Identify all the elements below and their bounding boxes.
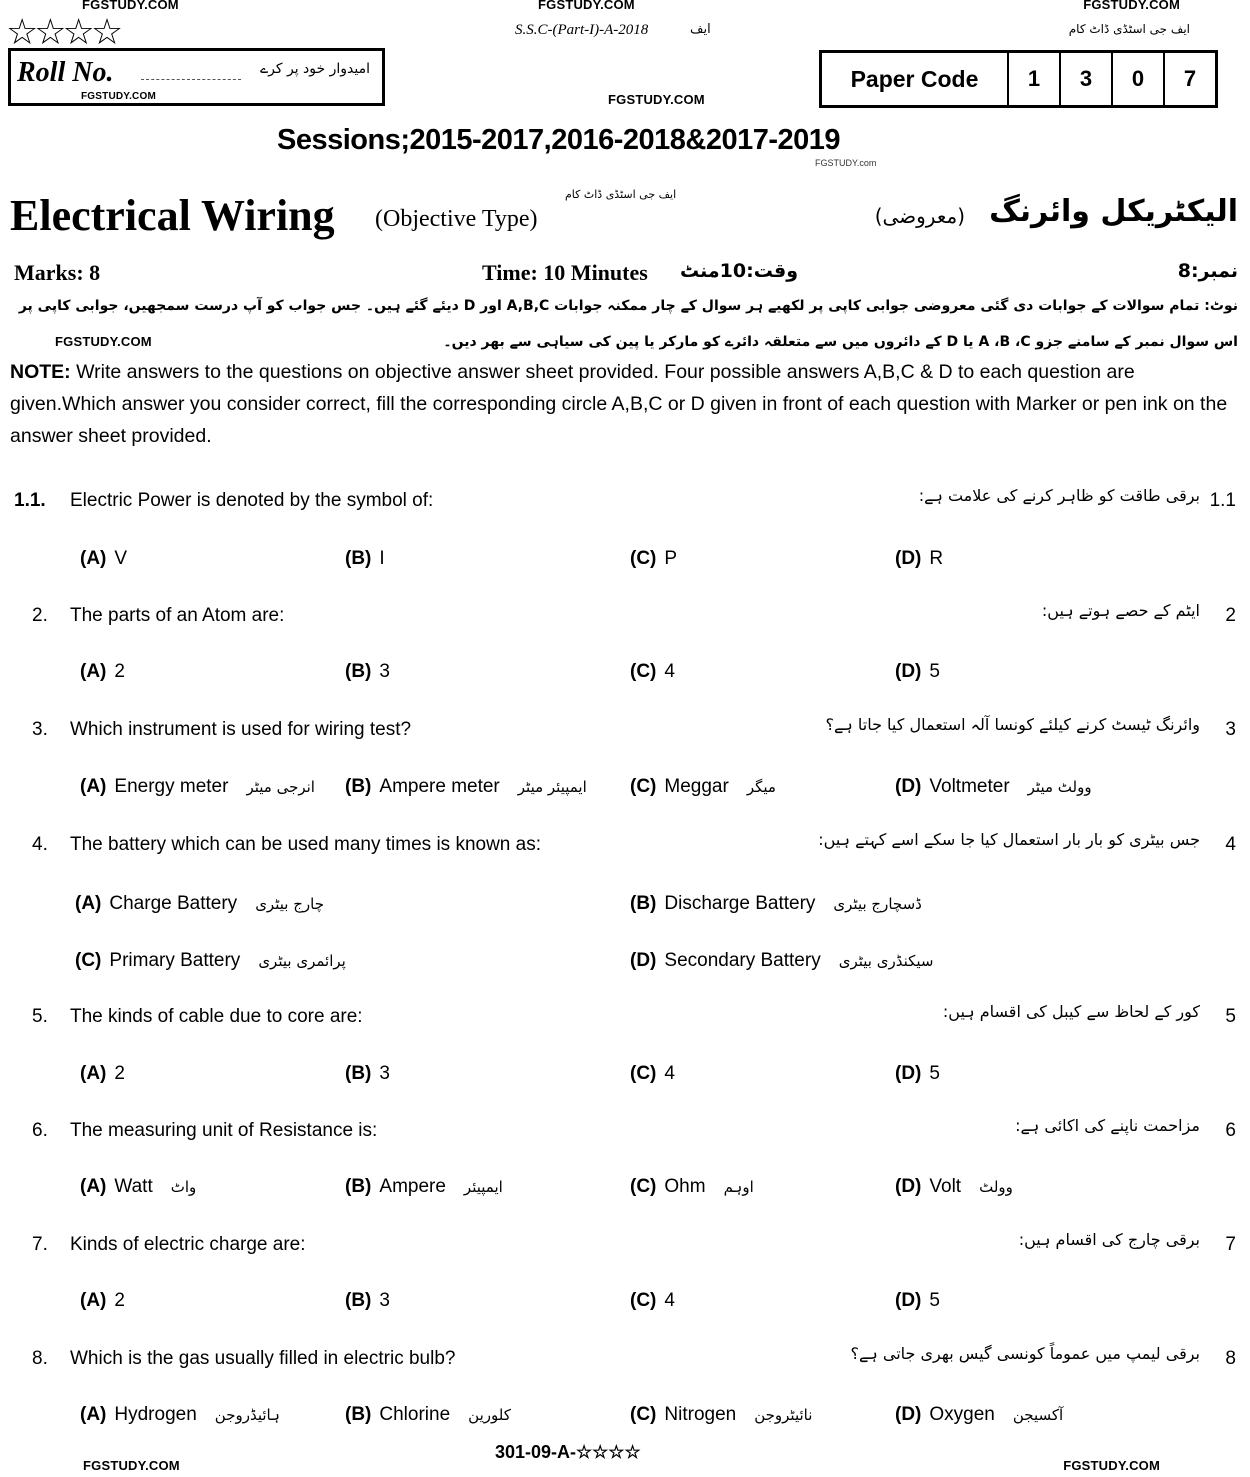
option-text-urdu: ڈسچارج بیٹری [833, 895, 922, 913]
question-text: Which instrument is used for wiring test? [70, 719, 412, 740]
option-text: 5 [929, 1063, 940, 1084]
question-text: The kinds of cable due to core are: [70, 1006, 363, 1027]
option-label: (B) [345, 1290, 372, 1311]
answer-option[interactable] [345, 1290, 390, 1312]
answer-option[interactable] [630, 1063, 675, 1085]
option-text: Nitrogen [664, 1404, 737, 1425]
option-text-urdu: میگر [746, 778, 776, 796]
question-number: 5. [32, 1006, 48, 1027]
option-label: (A) [80, 1404, 107, 1425]
option-label: (A) [80, 1063, 107, 1084]
option-text-urdu: سیکنڈری بیٹری [838, 952, 934, 970]
marks: Marks: 8 [14, 260, 101, 285]
question-text: Kinds of electric charge are: [70, 1234, 306, 1255]
option-text: 3 [379, 661, 390, 682]
option-label: (D) [895, 1176, 922, 1197]
answer-option[interactable] [75, 950, 346, 972]
sessions: Sessions;2015-2017,2016-2018&2017-2019 [277, 124, 841, 156]
option-text: 4 [664, 1063, 675, 1084]
question-text-urdu: برقی چارج کی اقسام ہیں: [1018, 1230, 1200, 1249]
paper-code-digit: 0 [1111, 53, 1163, 105]
option-label: (B) [345, 661, 372, 682]
option-label: (D) [895, 1063, 922, 1084]
option-label: (C) [630, 661, 657, 682]
question-number: 1.1. [14, 490, 46, 511]
answer-option[interactable] [80, 661, 125, 683]
answer-option[interactable] [895, 661, 940, 683]
watermark: FGSTUDY.COM [81, 91, 156, 102]
option-text: V [114, 548, 128, 569]
answer-option[interactable] [75, 893, 324, 915]
option-text: 2 [114, 661, 125, 682]
option-text-urdu: کلورین [468, 1406, 511, 1424]
option-text: 3 [379, 1290, 390, 1311]
option-label: (A) [75, 893, 102, 914]
note-label: NOTE: [10, 361, 71, 383]
option-text-urdu: چارج بیٹری [255, 895, 324, 913]
option-label: (C) [630, 1290, 657, 1311]
answer-option[interactable] [80, 1290, 125, 1312]
option-text-urdu: اوہم [723, 1178, 754, 1196]
answer-option[interactable] [345, 661, 390, 683]
page-subtitle: (Objective Type) [375, 206, 538, 232]
question-text-urdu: برقی طاقت کو ظاہر کرنے کی علامت ہے: [918, 486, 1200, 505]
option-text: R [929, 548, 944, 569]
note [10, 356, 1240, 452]
watermark: FGSTUDY.com [815, 158, 877, 168]
answer-option[interactable] [80, 1063, 125, 1085]
option-text: Primary Battery [109, 950, 241, 971]
question-number-urdu: 5 [1225, 1006, 1236, 1027]
option-label: (C) [630, 776, 657, 797]
question-text: The parts of an Atom are: [70, 605, 285, 626]
question-number-urdu: 2 [1225, 605, 1236, 626]
stars-icon: ☆☆☆☆ [6, 11, 120, 52]
option-label: (D) [895, 1290, 922, 1311]
option-text: Voltmeter [929, 776, 1010, 797]
option-text: Secondary Battery [664, 950, 821, 971]
option-text-urdu: ایمپیئر [463, 1178, 503, 1196]
option-text: Meggar [664, 776, 729, 797]
option-label: (B) [630, 893, 657, 914]
option-label: (A) [80, 548, 107, 569]
question-text: Which is the gas usually filled in electric bulb? [70, 1348, 456, 1369]
time-urdu: وقت:10منٹ [680, 260, 799, 282]
paper-code-label: Paper Code [850, 65, 979, 92]
option-label: (C) [630, 1176, 657, 1197]
answer-option[interactable] [630, 1290, 675, 1312]
option-text-urdu: پرائمری بیٹری [258, 952, 346, 970]
option-label: (B) [345, 1176, 372, 1197]
option-label: (A) [80, 1176, 107, 1197]
option-label: (C) [630, 548, 657, 569]
option-text: 5 [929, 661, 940, 682]
note-urdu-line: کے سامنے جزو A ،B ،C یا D کے دائروں میں سے متعلقہ دائرے کو مارکر یا پین کی سیاہی سے بھر دیں۔ [443, 334, 1131, 350]
question-number-urdu: 1.1 [1209, 490, 1236, 511]
watermark: FGSTUDY.COM [608, 92, 705, 107]
answer-option[interactable] [630, 548, 677, 570]
option-text: Watt [114, 1176, 153, 1197]
option-text-urdu: ہائیڈروجن [214, 1406, 280, 1424]
answer-option[interactable] [895, 1176, 1013, 1198]
option-label: (B) [345, 776, 372, 797]
option-text: 4 [664, 1290, 675, 1311]
option-text: 3 [379, 1063, 390, 1084]
question-text-urdu: برقی لیمپ میں عموماً کونسی گیس بھری جاتی ہے؟ [850, 1344, 1200, 1363]
question-number-urdu: 4 [1225, 834, 1236, 855]
page-title: Electrical Wiring [10, 191, 335, 240]
option-label: (D) [895, 661, 922, 682]
option-label: (C) [630, 1404, 657, 1425]
paper-code-digit: 3 [1059, 53, 1111, 105]
option-label: (A) [80, 661, 107, 682]
watermark: FGSTUDY.COM [1083, 0, 1180, 12]
watermark: FGSTUDY.COM [1063, 1458, 1160, 1473]
answer-option[interactable] [630, 950, 933, 972]
question-text: Electric Power is denoted by the symbol of: [70, 490, 434, 511]
answer-option[interactable] [345, 1404, 511, 1426]
option-text: Volt [929, 1176, 962, 1197]
answer-option[interactable] [895, 1063, 940, 1085]
footer-code: 301-09-A-☆☆☆☆ [495, 1442, 641, 1462]
option-label: (D) [630, 950, 657, 971]
question-text: The battery which can be used many times is known as: [70, 834, 542, 855]
answer-option[interactable] [345, 1063, 390, 1085]
answer-option[interactable] [80, 548, 127, 570]
question-number: 4. [32, 834, 48, 855]
question-text: The measuring unit of Resistance is: [70, 1120, 378, 1141]
option-label: (D) [895, 776, 922, 797]
option-text: 2 [114, 1063, 125, 1084]
question-number: 3. [32, 719, 48, 740]
question-text-urdu: کور کے لحاظ سے کیبل کی اقسام ہیں: [942, 1002, 1200, 1021]
option-label: (C) [75, 950, 102, 971]
page-subtitle-urdu: (معروضی) [874, 204, 965, 228]
note-urdu-line: نوٹ: تمام سوالات کے جوابات دی گئی معروضی جوابی کاپی پر لکھیے ہر سوال کے چار ممکنہ جوابات A,B,C اور D دیئے گئے ہیں۔ جس جواب کو آپ درست سمجھیں، جوابی کاپی پر اس سوال نمبر [18, 298, 1238, 350]
question-number-urdu: 8 [1225, 1348, 1236, 1369]
note-text: Write answers to the questions on objective answer sheet provided. Four possible answers A,B,C & D to each question are given.Which answer you consider correct, fill the corresponding circle A,B,C or D given in front of each question with Marker or pen ink on the answer sheet provided. [10, 361, 1228, 447]
option-text: I [379, 548, 385, 569]
option-text: Ampere [379, 1176, 446, 1197]
answer-option[interactable] [630, 893, 922, 915]
option-text-urdu: نائیٹروجن [754, 1406, 813, 1424]
question-number: 7. [32, 1234, 48, 1255]
option-text-urdu: انرجی میٹر [246, 778, 315, 796]
option-text: Discharge Battery [664, 893, 816, 914]
paper-code-digit: 1 [1007, 53, 1059, 105]
question-number-urdu: 6 [1225, 1120, 1236, 1141]
option-label: (B) [345, 1063, 372, 1084]
option-text: Energy meter [114, 776, 229, 797]
question-text-urdu: مزاحمت ناپنے کی اکائی ہے: [1015, 1116, 1200, 1135]
watermark: FGSTUDY.COM [538, 0, 635, 12]
answer-option[interactable] [630, 1404, 812, 1426]
option-text: Oxygen [929, 1404, 995, 1425]
answer-option[interactable] [630, 661, 675, 683]
option-text: Charge Battery [109, 893, 238, 914]
paper-code-box [819, 50, 1218, 108]
option-text-urdu: واٹ [170, 1178, 197, 1196]
question-number-urdu: 3 [1225, 719, 1236, 740]
option-label: (A) [80, 776, 107, 797]
option-text-urdu: ایمپیئر میٹر [517, 778, 587, 796]
answer-option[interactable] [895, 1404, 1063, 1426]
paper-code-digit: 7 [1163, 53, 1215, 105]
watermark: FGSTUDY.COM [83, 1458, 180, 1473]
watermark: FGSTUDY.COM [82, 0, 179, 12]
question-text-urdu: وائرنگ ٹیسٹ کرنے کیلئے کونسا آلہ استعمال کیا جاتا ہے؟ [825, 715, 1200, 734]
roll-number-urdu: امیدوار خود پر کرے [259, 61, 370, 77]
option-label: (A) [80, 1290, 107, 1311]
option-text: 5 [929, 1290, 940, 1311]
page-title-urdu: الیکٹریکل وائرنگ [989, 194, 1238, 229]
option-text: 4 [664, 661, 675, 682]
answer-option[interactable] [80, 1176, 196, 1198]
time: Time: 10 Minutes [482, 260, 648, 285]
option-text: Ohm [664, 1176, 706, 1197]
option-label: (C) [630, 1063, 657, 1084]
question-number: 8. [32, 1348, 48, 1369]
watermark-urdu: ایف جی اسٹڈی ڈاٹ کام [565, 188, 677, 201]
exam-code-urdu: ایف [690, 22, 711, 37]
exam-code: S.S.C-(Part-I)-A-2018 [515, 22, 649, 38]
answer-option[interactable] [895, 776, 1092, 798]
answer-option[interactable] [345, 1176, 503, 1198]
option-text: Hydrogen [114, 1404, 197, 1425]
option-text: 2 [114, 1290, 125, 1311]
roll-number-box[interactable] [8, 48, 385, 106]
marks-urdu: نمبر:8 [1177, 260, 1238, 282]
option-text-urdu: آکسیجن [1012, 1406, 1064, 1424]
question-number-urdu: 7 [1225, 1234, 1236, 1255]
answer-option[interactable] [895, 548, 943, 570]
roll-number-label: Roll No. [17, 57, 114, 88]
question-text-urdu: ایٹم کے حصے ہوتے ہیں: [1041, 601, 1200, 620]
watermark-urdu: ایف جی اسٹڈی ڈاٹ کام [1068, 22, 1190, 36]
question-text-urdu: جس بیٹری کو بار بار استعمال کیا جا سکے اسے کہتے ہیں: [818, 830, 1200, 849]
option-text: Chlorine [379, 1404, 451, 1425]
answer-option[interactable] [345, 548, 385, 570]
watermark: FGSTUDY.COM [55, 334, 152, 349]
option-text-urdu: وولٹ [979, 1178, 1013, 1196]
roll-number-line [141, 79, 241, 80]
answer-option[interactable] [630, 776, 776, 798]
question-number: 2. [32, 605, 48, 626]
option-label: (D) [895, 548, 922, 569]
option-text-urdu: وولٹ میٹر [1027, 778, 1092, 796]
answer-option[interactable] [80, 776, 315, 798]
option-text: Ampere meter [379, 776, 500, 797]
answer-option[interactable] [345, 776, 587, 798]
note-urdu [18, 288, 1238, 360]
option-text: P [664, 548, 678, 569]
answer-option[interactable] [895, 1290, 940, 1312]
answer-option[interactable] [630, 1176, 754, 1198]
question-number: 6. [32, 1120, 48, 1141]
answer-option[interactable] [80, 1404, 280, 1426]
option-label: (D) [895, 1404, 922, 1425]
option-label: (B) [345, 1404, 372, 1425]
option-label: (B) [345, 548, 372, 569]
